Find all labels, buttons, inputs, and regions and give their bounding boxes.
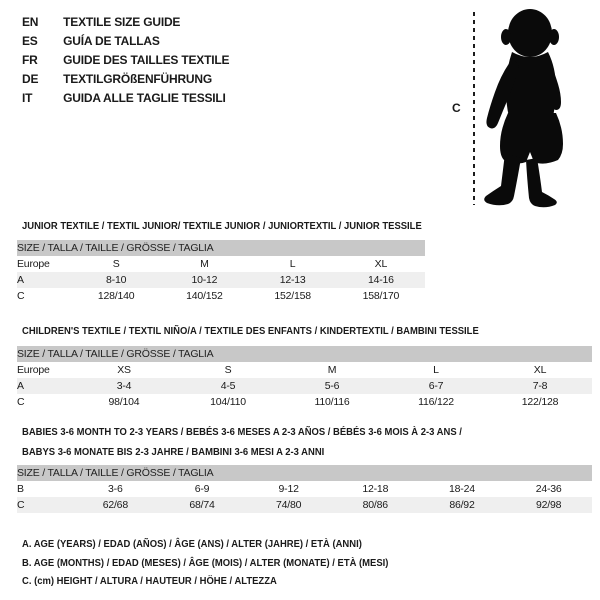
size-cell: 14-16 [337, 272, 425, 288]
size-cell: L [433, 364, 439, 376]
size-cell: 128/140 [97, 290, 135, 302]
size-cell: XS [117, 364, 131, 376]
table-row-age [17, 272, 425, 288]
size-cell: 140/152 [186, 290, 223, 302]
size-cell: 3-6 [108, 483, 123, 495]
junior-title-text: JUNIOR TEXTILE / TEXTIL JUNIOR/ TEXTILE JUNIOR / JUNIORTEXTIL / JUNIOR TESSILE [22, 220, 422, 232]
table-row-height [17, 394, 592, 410]
row-label: Europe [17, 364, 50, 376]
row-label: Europe [17, 258, 50, 270]
row-label: B [17, 483, 24, 495]
lang-code: DE [22, 72, 39, 86]
size-cell: 116/122 [418, 396, 454, 408]
size-cell: 10-12 [160, 272, 248, 288]
note-age-years-text: A. AGE (YEARS) / EDAD (AÑOS) / ÂGE (ANS) / ALTER (JAHRE) / ETÀ (ANNI) [22, 538, 362, 550]
size-cell: 9-12 [278, 483, 299, 495]
babies-section-title [22, 422, 511, 462]
size-cell: 68/74 [159, 497, 246, 513]
row-label: C [17, 396, 25, 408]
dashed-measure-line [473, 12, 475, 205]
row-label: C [17, 290, 25, 302]
size-cell: 110/116 [314, 396, 350, 408]
lang-row-it [22, 89, 229, 108]
lang-row-es [22, 32, 229, 51]
note-height-text: C. (cm) HEIGHT / ALTURA / HAUTEUR / HÖHE / ALTEZZA [22, 575, 277, 587]
size-cell: 122/128 [521, 396, 559, 408]
row-label: C [17, 497, 72, 513]
size-cell: XL [533, 364, 547, 376]
children-size-table [17, 346, 592, 410]
size-cell: S [112, 258, 120, 270]
height-measure-label: C [452, 101, 461, 115]
lang-label: GUIDE DES TAILLES TEXTILE [63, 53, 230, 67]
lang-code: FR [22, 53, 38, 67]
size-cell: 86/92 [419, 497, 506, 513]
babies-size-table [17, 465, 592, 513]
size-cell: S [224, 364, 232, 376]
size-cell: 12-13 [249, 272, 337, 288]
lang-code: EN [22, 15, 39, 29]
lang-row-en [22, 13, 229, 32]
size-cell: 98/104 [108, 396, 140, 408]
size-cell: 7-8 [488, 378, 592, 394]
size-cell: 6-7 [384, 378, 488, 394]
baby-silhouette [478, 8, 585, 210]
language-title-list [22, 13, 229, 108]
lang-label: TEXTILGRÖßENFÜHRUNG [63, 72, 213, 86]
table-row-age-months [17, 481, 592, 497]
size-cell: 6-9 [194, 483, 210, 495]
size-header: SIZE / TALLA / TAILLE / GRÖSSE / TAGLIA [17, 465, 592, 481]
junior-size-table [17, 240, 425, 304]
lang-row-de [22, 70, 229, 89]
table-row-age [17, 378, 592, 394]
size-cell: 12-18 [362, 483, 389, 495]
children-title-text: CHILDREN'S TEXTILE / TEXTIL NIÑO/A / TEXTILE DES ENFANTS / KINDERTEXTIL / BAMBINI TESSILE [22, 325, 479, 337]
size-cell: 18-24 [449, 483, 475, 495]
babies-title-line1: BABIES 3-6 MONTH TO 2-3 YEARS / BEBÉS 3-6 MESES A 2-3 AÑOS / BÉBÉS 3-6 MOIS À 2-3 ANS / [22, 426, 462, 438]
note-age-months-text: B. AGE (MONTHS) / EDAD (MESES) / ÂGE (MOIS) / ALTER (MONATE) / ETÀ (MESI) [22, 556, 389, 569]
size-cell: 158/170 [362, 290, 400, 302]
table-row-europe [17, 256, 425, 272]
children-section-title [22, 321, 530, 341]
lang-code: ES [22, 34, 38, 48]
junior-section-title [22, 216, 466, 236]
size-cell: 3-4 [72, 378, 176, 394]
size-cell: 80/86 [332, 497, 419, 513]
row-label: A [17, 378, 72, 394]
size-cell: L [289, 258, 296, 270]
size-header-row [17, 346, 592, 362]
size-cell: 104/110 [210, 396, 246, 408]
lang-label: GUÍA DE TALLAS [63, 34, 160, 48]
lang-row-fr [22, 51, 229, 70]
lang-label: GUIDA ALLE TAGLIE TESSILI [63, 91, 226, 105]
size-header-row [17, 465, 592, 481]
size-cell: M [327, 364, 337, 376]
size-header: SIZE / TALLA / TAILLE / GRÖSSE / TAGLIA [17, 346, 592, 362]
table-row-europe [17, 362, 592, 378]
size-header: SIZE / TALLA / TAILLE / GRÖSSE / TAGLIA [17, 240, 425, 256]
note-age-months [22, 554, 429, 573]
size-cell: 152/158 [274, 290, 311, 302]
note-height [22, 572, 429, 591]
size-cell: 92/98 [505, 497, 592, 513]
row-label: A [17, 272, 72, 288]
size-cell: 8-10 [72, 272, 160, 288]
babies-title-line2: BABYS 3-6 MONATE BIS 2-3 JAHRE / BAMBINI 3-6 MESI A 2-3 ANNI [22, 446, 325, 458]
size-cell: 74/80 [245, 497, 332, 513]
legend-notes [22, 535, 429, 591]
lang-code: IT [22, 91, 33, 105]
size-cell: XL [374, 258, 388, 270]
table-row-height [17, 288, 425, 304]
lang-label: TEXTILE SIZE GUIDE [63, 15, 181, 29]
size-cell: M [200, 258, 209, 270]
size-cell: 5-6 [280, 378, 384, 394]
size-cell: 24-36 [535, 483, 562, 495]
table-row-height [17, 497, 592, 513]
size-cell: 62/68 [72, 497, 159, 513]
size-cell: 4-5 [176, 378, 280, 394]
note-age-years [22, 535, 429, 554]
size-header-row [17, 240, 425, 256]
